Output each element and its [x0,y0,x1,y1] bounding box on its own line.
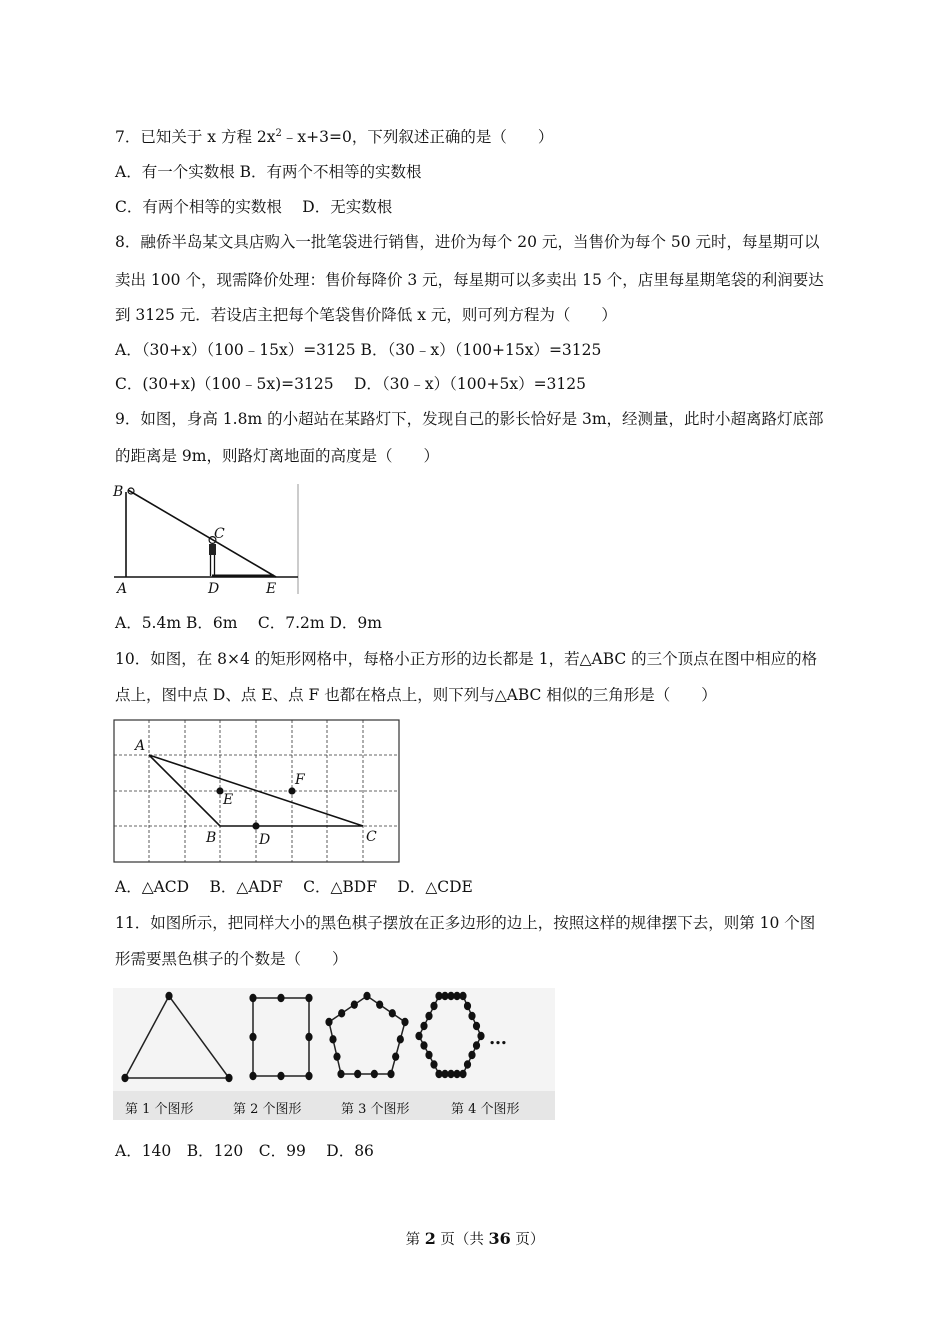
q10-label-a: A [135,738,146,754]
q11-chess-piece [305,1072,312,1080]
q11-caption-2: 第 2 个图形 [233,1102,302,1117]
q9-line2: 的距离是 9m，则路灯离地面的高度是（ ） [115,447,439,465]
q11-chess-piece [389,1009,396,1017]
q11-chess-piece [464,1002,471,1010]
q11-chess-piece [277,994,284,1002]
q8-line2: 卖出 100 个，现需降价处理：售价每降价 3 元，每星期可以多卖出 15 个，店里每星期笔袋的利润要达 [115,271,824,289]
q10-label-b: B [206,830,217,846]
q10-line1: 10．如图，在 8×4 的矩形网格中，每格小正方形的边长都是 1，若△ABC 的三个顶点在图中相应的格 [115,650,818,668]
q11-options: A．140 B．120 C．99 D．86 [115,1142,374,1160]
q11-chess-piece [387,1070,394,1078]
q8-line3: 到 3125 元．若设店主把每个笔袋售价降低 x 元，则可列方程为（ ） [115,306,617,324]
q10-label-f: F [295,772,305,788]
q11-line2: 形需要黑色棋子的个数是（ ） [115,950,348,968]
q11-chess-piece [459,992,466,1000]
q11-caption-4: 第 4 个图形 [451,1102,520,1117]
q11-chess-piece [165,992,172,1000]
q11-chess-piece [397,1035,404,1043]
q11-chess-piece [351,1000,358,1008]
q9-label-a: A [117,581,128,596]
q11-chess-piece [464,1060,471,1068]
q11-chess-piece [371,1070,378,1078]
q9-person-icon [209,544,216,555]
page-number: 2 [424,1229,436,1248]
q11-caption-1: 第 1 个图形 [125,1102,194,1117]
q11-chess-piece [468,1012,475,1020]
q9-lamp-figure [112,482,302,596]
q11-chess-piece [473,1041,480,1049]
q11-chess-piece [425,1051,432,1059]
q11-pattern-figure [113,988,555,1120]
q11-ellipsis: … [489,1028,507,1049]
q11-chess-piece [277,1072,284,1080]
q8-line1: 8．融侨半岛某文具店购入一批笔袋进行销售，进价为每个 20 元，当售价为每个 50 元时，每星期可以 [115,233,820,251]
q10-label-d: D [259,832,271,848]
q11-chess-piece [376,1000,383,1008]
q11-chess-piece [392,1052,399,1060]
q9-label-c: C [214,526,225,542]
page-total: 36 [488,1229,511,1248]
q11-chess-piece [337,1070,344,1078]
q9-options: A．5.4m B．6m C．7.2m D．9m [115,614,382,632]
q11-chess-piece [401,1018,408,1026]
q11-chess-piece [329,1035,336,1043]
q9-label-e: E [266,581,277,596]
q10-point-f [288,787,295,794]
q8-options-ab: A．（30+x）（100﹣15x）=3125 B．（30﹣x）（100+15x）=3125 [115,341,602,359]
q11-chess-piece [477,1032,484,1040]
q11-chess-piece [225,1074,232,1082]
q9-line1: 9．如图，身高 1.8m 的小超站在某路灯下，发现自己的影长恰好是 3m，经测量，此时小超离路灯底部 [115,410,824,428]
q11-chess-piece [305,994,312,1002]
q11-chess-piece [354,1070,361,1078]
q11-chess-piece [430,1002,437,1010]
q10-options: A．△ACD B．△ADF C．△BDF D．△CDE [115,878,473,896]
q11-line1: 11．如图所示，把同样大小的黑色棋子摆放在正多边形的边上，按照这样的规律摆下去，则第 10 个图 [115,914,816,932]
q11-chess-piece [121,1074,128,1082]
q11-chess-piece [338,1009,345,1017]
q11-chess-piece [363,992,370,1000]
q11-chess-piece [333,1052,340,1060]
q10-grid-figure [113,719,401,864]
q9-label-d: D [208,581,220,596]
q10-label-c: C [366,829,377,845]
q7-stem: 7．已知关于 x 方程 $2x^2﹣x+3=0$，下列叙述正确的是（ ） [115,127,554,146]
q11-chess-piece [425,1012,432,1020]
q7-options-cd: C．有两个相等的实数根 D．无实数根 [115,198,393,216]
q11-caption-3: 第 3 个图形 [341,1102,410,1117]
q11-chess-piece [249,994,256,1002]
q9-light-ray [128,490,276,577]
q11-chess-piece [430,1060,437,1068]
page-footer: 第 2 页（共 36 页） [405,1229,545,1248]
q11-chess-piece [435,1070,442,1078]
q11-chess-piece [473,1022,480,1030]
q11-chess-piece [249,1072,256,1080]
q10-point-d [252,822,259,829]
q7-options-ab: A．有一个实数根 B．有两个不相等的实数根 [115,163,422,181]
q11-chess-piece [325,1018,332,1026]
q11-chess-piece [420,1022,427,1030]
q11-chess-piece [468,1051,475,1059]
q11-chess-piece [249,1033,256,1041]
q11-chess-piece [420,1041,427,1049]
q10-line2: 点上，图中点 D、点 E、点 F 也都在格点上，则下列与△ABC 相似的三角形是（ ） [115,686,717,704]
q10-label-e: E [223,792,234,808]
q11-chess-piece [415,1032,422,1040]
q8-options-cd: C．(30+x)（100﹣5x)=3125 D．（30﹣x）（100+5x）=3125 [115,375,587,393]
q9-label-b: B [113,484,124,500]
q11-chess-piece [305,1033,312,1041]
